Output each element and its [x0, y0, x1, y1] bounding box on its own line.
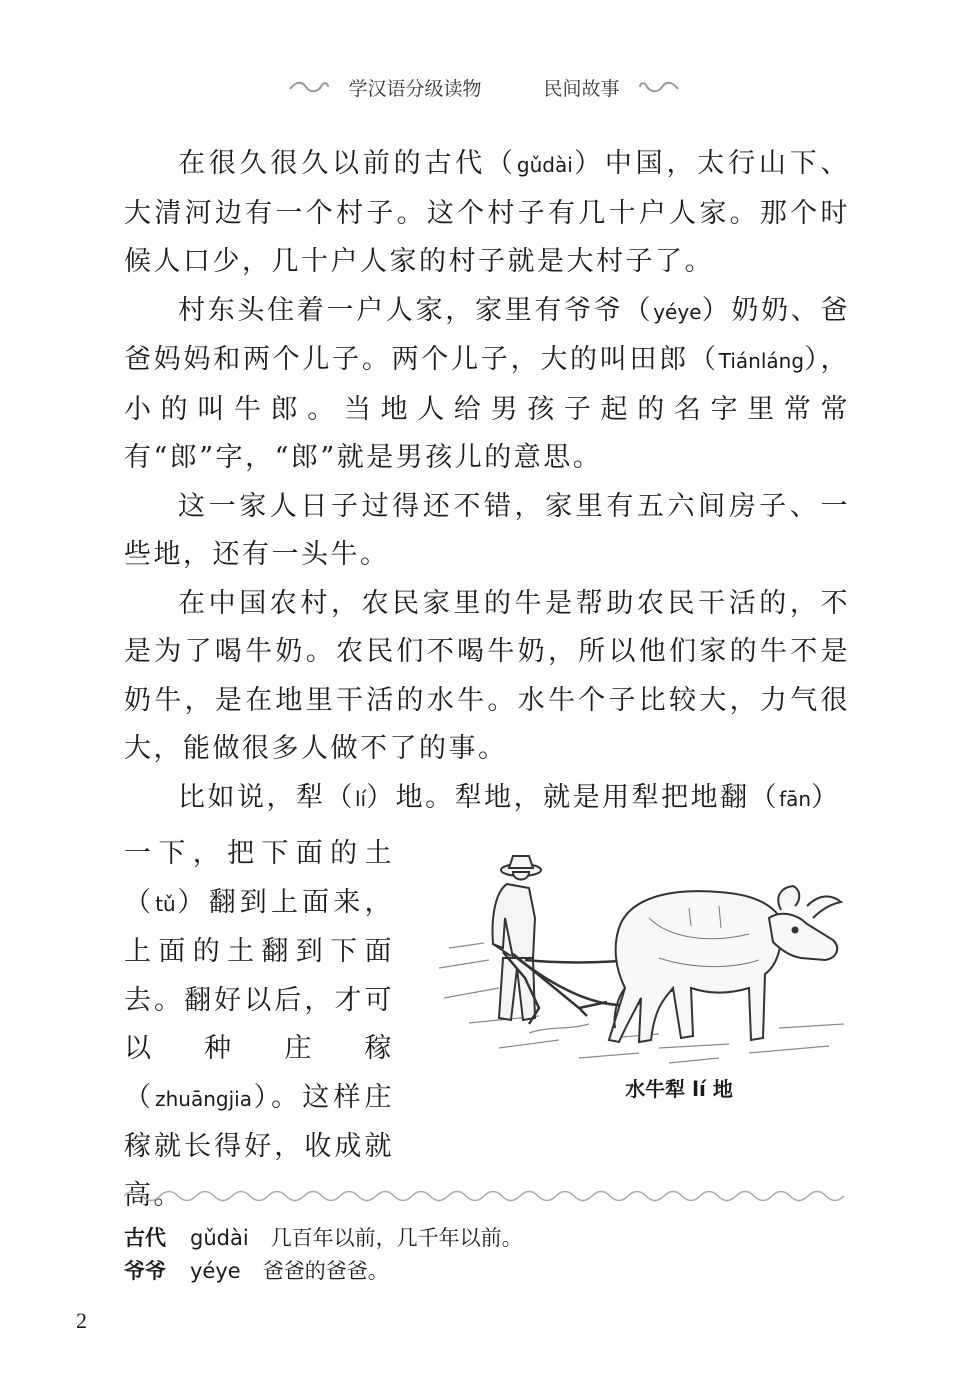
right-swirl-ornament	[638, 79, 680, 95]
paragraph	[124, 774, 850, 824]
glossary-term: 古代	[124, 1226, 166, 1250]
pinyin-gloss: tǔ	[155, 891, 176, 916]
series-title: 学汉语分级读物	[348, 77, 482, 100]
glossary-entry	[124, 1255, 850, 1288]
text-run: 在很久很久以前的古代（	[178, 148, 517, 179]
glossary-pinyin: gǔdài	[190, 1226, 249, 1250]
paragraph	[124, 830, 394, 1220]
glossary	[124, 1222, 850, 1288]
text-run: ）中国，太行山下、大清河边有一个村子。这个村子有几十户人家。那个时候人口少，几十户人家的村子就是大村子了。	[124, 148, 851, 277]
pinyin-gloss: zhuāngjia	[155, 1086, 252, 1111]
paragraph	[124, 287, 850, 483]
caption-end: 地	[712, 1077, 733, 1101]
paragraph	[124, 140, 850, 287]
text-run: 一下，把下面的土（	[124, 838, 394, 918]
text-run: ）奶奶、爸爸妈妈和两个儿子。两个儿子，大的叫田郎（	[124, 294, 851, 375]
text-run: 村东头住着一户人家，家里有爷爷（	[178, 294, 654, 326]
text-run: ）。这样庄稼就长得好，收成就高。	[124, 1081, 395, 1211]
paragraph	[124, 483, 850, 580]
text-run: 在中国农村，农民家里的牛是帮助农民干活的，不是为了喝牛奶。农民们不喝牛奶，所以他们家的牛不是奶牛，是在地里干活的水牛。水牛个子比较大，力气很大，能做很多人做不了的事。	[124, 587, 850, 764]
pinyin-gloss: gǔdài	[516, 153, 573, 177]
buffalo-plowing-illustration	[429, 848, 854, 1078]
text-run: ）翻到上面来，上面的土翻到下面去。翻好以后，才可以种庄稼（	[124, 886, 395, 1113]
pinyin-gloss: fān	[779, 786, 812, 811]
story-body	[124, 140, 850, 823]
caption-pinyin: lí	[692, 1077, 706, 1101]
text-run: ）	[811, 781, 841, 813]
text-run: 比如说，犁（	[178, 781, 355, 813]
decorative-divider	[124, 1190, 844, 1202]
text-run: 这一家人日子过得还不错，家里有五六间房子、一些地，还有一头牛。	[124, 490, 850, 570]
caption-text: 水牛犁	[625, 1077, 686, 1101]
running-header	[0, 72, 968, 102]
page-number: 2	[76, 1308, 87, 1333]
glossary-pinyin: yéye	[190, 1259, 241, 1283]
glossary-definition: 爸爸的爸爸。	[262, 1259, 389, 1283]
illustrated-section	[124, 830, 850, 1211]
book-title: 民间故事	[543, 77, 620, 100]
illustration-caption	[579, 1073, 779, 1102]
glossary-definition: 几百年以前，几千年以前。	[270, 1226, 523, 1250]
text-run: ）地。犁地，就是用犁把地翻（	[366, 781, 780, 813]
text-run: ），小的叫牛郎。当地人给男孩子起的名字里常常有“郎”字，“郎”就是男孩儿的意思。	[124, 344, 851, 473]
pinyin-gloss: Tiánláng	[718, 349, 805, 373]
paragraph	[124, 580, 850, 774]
story-continuation	[124, 830, 394, 1220]
pinyin-gloss: lí	[355, 786, 367, 811]
glossary-entry	[124, 1222, 850, 1255]
left-swirl-ornament	[288, 79, 330, 95]
glossary-term: 爷爷	[124, 1259, 166, 1283]
pinyin-gloss: yéye	[653, 299, 702, 324]
